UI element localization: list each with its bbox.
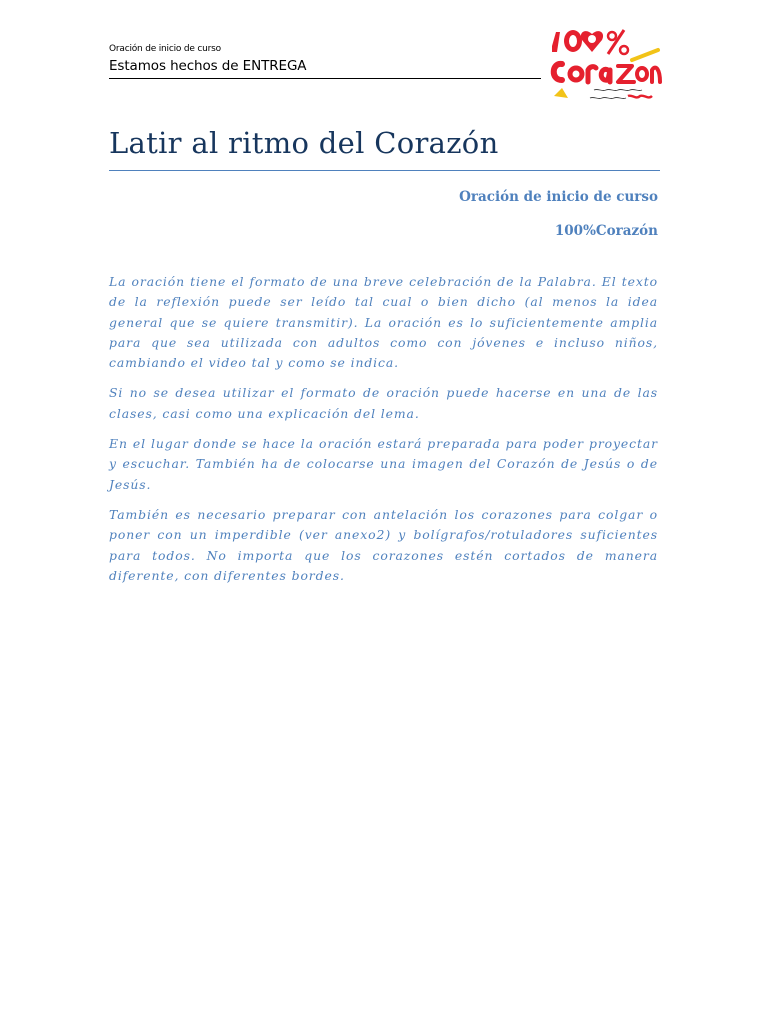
page-header xyxy=(109,40,541,79)
corazon-logo xyxy=(546,24,662,112)
paragraph: La oración tiene el formato de una breve celebración de la Palabra. El texto de la reflexión puede ser leído tal cual o bien dicho (al menos la idea general que se quiere transmitir). La oración es lo suficientemente amplia para que sea utilizada con adultos como con jóvenes e incluso niños, cambiando el video tal y como se indica. xyxy=(109,274,658,371)
title-block xyxy=(109,126,660,171)
logo-100-graphic xyxy=(552,30,628,54)
subtitle-campaign: 100%Corazón xyxy=(554,223,658,239)
subtitle-prayer: Oración de inicio de curso xyxy=(459,189,658,205)
logo-yellow-stroke xyxy=(632,50,658,60)
logo-yellow-accent xyxy=(554,88,568,98)
corazon-logo-graphic xyxy=(546,24,662,112)
paragraph: También es necesario preparar con antelación los corazones para colgar o poner con un imperdible (ver anexo2) y bolígrafos/rotuladores suficientes para todos. No importa que los corazones estén cortados de manera diferente, con diferentes bordes. xyxy=(109,506,658,583)
paragraph: En el lugar donde se hace la oración estará preparada para poder proyectar y escuchar. También ha de colocarse una imagen del Corazón de Jesús o de Jesús. xyxy=(109,436,658,492)
document-title: Latir al ritmo del Corazón xyxy=(109,126,499,160)
logo-corazon-graphic xyxy=(554,64,660,82)
header-motto: Estamos hechos de ENTREGA xyxy=(109,58,307,74)
logo-entrega-graphic xyxy=(628,96,652,98)
paragraph: Si no se desea utilizar el formato de oración puede hacerse en una de las clases, casi como una explicación del lema. xyxy=(109,385,658,421)
header-document-type: Oración de inicio de curso xyxy=(109,44,221,54)
body-text xyxy=(109,272,658,596)
